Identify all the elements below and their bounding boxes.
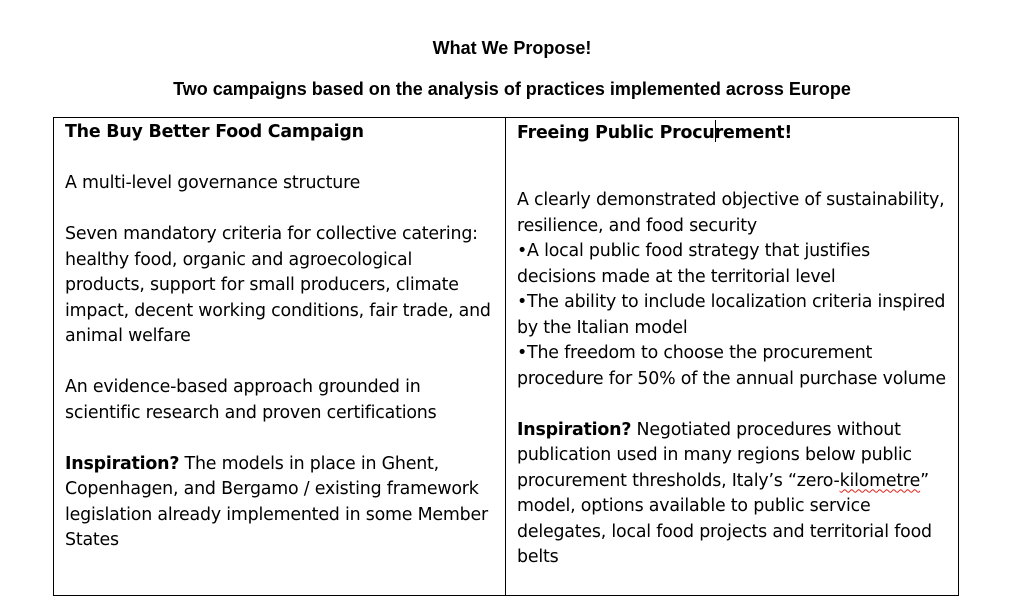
freeing-procurement-heading [517, 120, 948, 147]
evidence-paragraph: An evidence-based approach grounded in scientific research and proven certifications [65, 377, 437, 423]
document-title: What We Propose! [432, 38, 592, 58]
governance-paragraph: A multi-level governance structure [65, 173, 361, 193]
objective-paragraph: A clearly demonstrated objective of sustainability, resilience, and food security [517, 190, 945, 236]
campaigns-table [53, 117, 959, 596]
heading-text-end: rement! [714, 123, 793, 143]
bullet-procedure-freedom: •The freedom to choose the procurement procedure for 50% of the annual purchase volume [517, 343, 946, 389]
buy-better-food-cell[interactable] [54, 118, 506, 595]
inspiration-label: Inspiration? [517, 419, 632, 440]
right-inspiration-text-b: ” model, options available to public service delegates, local food projects and territorial food belts [517, 470, 932, 567]
inspiration-label: Inspiration? [65, 453, 180, 474]
bullet-food-strategy: •A local public food strategy that justifies decisions made at the territorial level [517, 241, 870, 287]
left-inspiration-paragraph [65, 452, 495, 554]
bullet-localization: •The ability to include localization criteria inspired by the Italian model [517, 292, 946, 338]
spellcheck-flagged-word[interactable]: kilometre [839, 470, 921, 491]
right-inspiration-paragraph [517, 418, 948, 571]
heading-text-start: Freeing Public Procu [517, 123, 715, 143]
criteria-paragraph: Seven mandatory criteria for collective catering: healthy food, organic and agroecological products, support for small producers, climate impact, decent working conditions, fair trade, and animal welfare [65, 224, 491, 346]
left-inspiration-text: The models in place in Ghent, Copenhagen, and Bergamo / existing framework legislation already implemented in some Member States [65, 453, 488, 550]
right-inspiration-text-a: Negotiated procedures without publication used in many regions below public procurement thresholds, Italy’s “zero- [517, 419, 912, 491]
freeing-procurement-cell[interactable] [506, 118, 958, 595]
document-subtitle: Two campaigns based on the analysis of practices implemented across Europe [173, 79, 851, 99]
buy-better-food-heading: The Buy Better Food Campaign [65, 122, 364, 142]
